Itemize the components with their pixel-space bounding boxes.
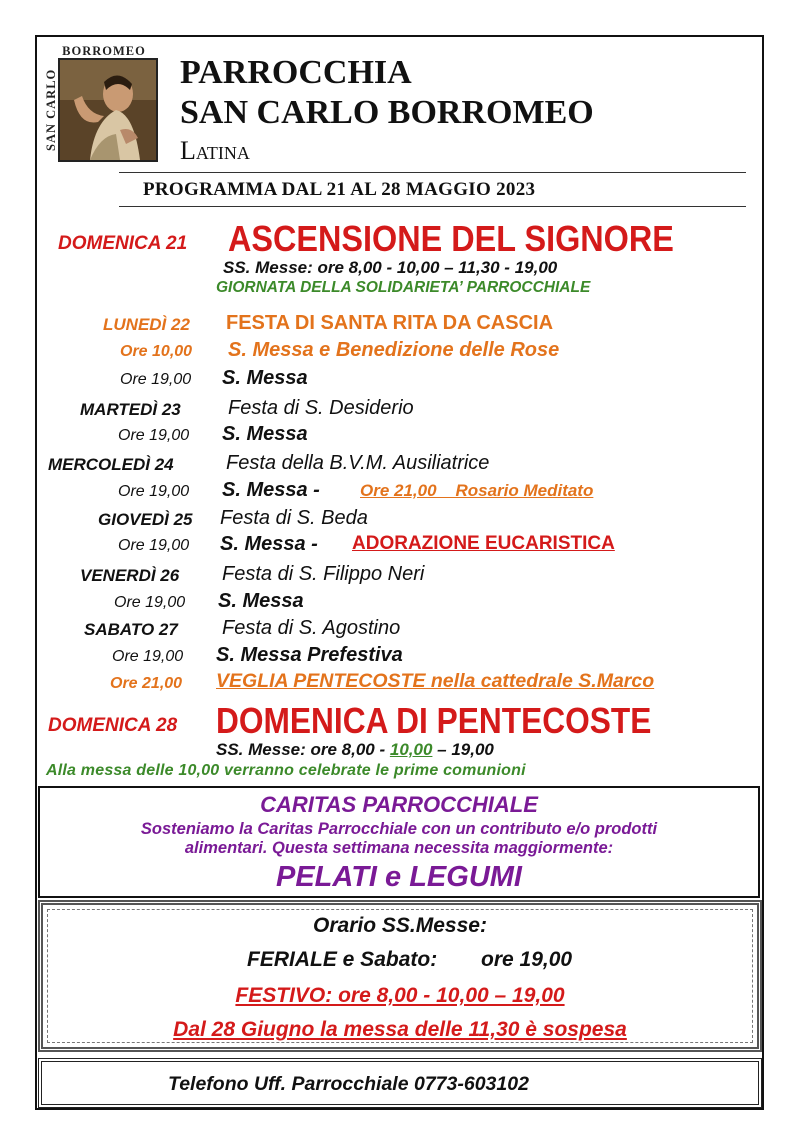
phone-box <box>38 1058 762 1108</box>
wednesday-time: Ore 19,00 <box>118 483 190 500</box>
parish-title-line2: SAN CARLO BORROMEO <box>180 94 594 131</box>
sunday28-masses-post: – 19,00 <box>432 740 494 759</box>
tuesday-feast: Festa di S. Desiderio <box>228 397 414 419</box>
sunday21-note: GIORNATA DELLA SOLIDARIETA’ PARROCCHIALE <box>216 279 591 296</box>
wednesday-rosary: Ore 21,00 Rosario Meditato <box>360 481 594 500</box>
monday-event1: S. Messa e Benedizione delle Rose <box>228 339 560 361</box>
caritas-line1: Sosteniamo la Caritas Parrocchiale con un contributo e/o prodotti <box>140 820 658 838</box>
caritas-title: CARITAS PARROCCHIALE <box>260 792 538 817</box>
monday-feast: FESTA DI SANTA RITA DA CASCIA <box>226 312 554 334</box>
monday-day: LUNEDÌ 22 <box>103 315 190 334</box>
header-rule-top <box>119 172 746 173</box>
saturday-day: SABATO 27 <box>84 620 178 639</box>
logo-side-text: SAN CARLO <box>44 68 58 152</box>
thursday-day: GIOVEDÌ 25 <box>98 510 193 529</box>
sunday21-masses: SS. Messe: ore 8,00 - 10,00 – 11,30 - 19,00 <box>223 258 558 277</box>
wednesday-feast: Festa della B.V.M. Ausiliatrice <box>226 452 490 474</box>
schedule-holiday: FESTIVO: ore 8,00 - 10,00 – 19,00 <box>235 984 565 1007</box>
monday-event2: S. Messa <box>222 367 308 389</box>
saturday-time2: Ore 21,00 <box>110 675 183 692</box>
saint-portrait-image <box>58 58 158 162</box>
sunday21-day: DOMENICA 21 <box>58 233 188 254</box>
friday-day: VENERDÌ 26 <box>80 566 180 585</box>
monday-time2: Ore 19,00 <box>120 371 192 388</box>
parish-title-line1: PARROCCHIA <box>180 54 412 91</box>
parish-phone: Telefono Uff. Parrocchiale 0773-603102 <box>168 1073 529 1095</box>
sunday28-masses-first-communion: 10,00 <box>389 740 433 759</box>
thursday-time: Ore 19,00 <box>118 537 190 554</box>
sunday28-note: Alla messa delle 10,00 verranno celebrate le prime comunioni <box>46 762 526 779</box>
saturday-event1: S. Messa Prefestiva <box>216 644 403 666</box>
friday-feast: Festa di S. Filippo Neri <box>222 563 425 585</box>
wednesday-event: S. Messa - <box>222 479 320 501</box>
tuesday-time: Ore 19,00 <box>118 427 190 444</box>
monday-time1: Ore 10,00 <box>120 343 193 360</box>
sunday28-masses-pre: SS. Messe: ore 8,00 - <box>216 740 390 759</box>
parish-logo <box>46 44 162 162</box>
caritas-line2: alimentari. Questa settimana necessita maggiormente: <box>184 839 614 857</box>
thursday-event: S. Messa - <box>220 533 318 555</box>
tuesday-day: MARTEDÌ 23 <box>80 400 181 419</box>
schedule-notice: Dal 28 Giugno la messa delle 11,30 è sospesa <box>173 1018 627 1041</box>
sunday28-title: DOMENICA DI PENTECOSTE <box>216 700 652 741</box>
program-title: PROGRAMMA DAL 21 AL 28 MAGGIO 2023 <box>143 179 536 200</box>
sunday28-day: DOMENICA 28 <box>48 715 178 736</box>
sunday28-masses <box>216 740 494 760</box>
saint-portrait-icon <box>60 60 156 160</box>
logo-top-text: BORROMEO <box>62 44 146 58</box>
parish-city: Latina <box>180 136 250 165</box>
saturday-event2: VEGLIA PENTECOSTE nella cattedrale S.Marco <box>216 670 655 692</box>
saturday-time1: Ore 19,00 <box>112 648 184 665</box>
caritas-items: PELATI e LEGUMI <box>276 861 522 893</box>
tuesday-event: S. Messa <box>222 423 308 445</box>
mass-schedule-box <box>38 900 762 1052</box>
caritas-box <box>38 786 760 898</box>
saturday-feast: Festa di S. Agostino <box>222 617 401 639</box>
schedule-weekday-time: ore 19,00 <box>481 948 573 971</box>
friday-time: Ore 19,00 <box>114 594 186 611</box>
thursday-adoration: ADORAZIONE EUCARISTICA <box>352 533 615 554</box>
header-rule-bottom <box>119 206 746 207</box>
friday-event: S. Messa <box>218 590 304 612</box>
wednesday-day: MERCOLEDÌ 24 <box>48 455 174 474</box>
schedule-weekday-label: FERIALE e Sabato: <box>247 948 438 971</box>
thursday-feast: Festa di S. Beda <box>220 507 368 529</box>
sunday21-title: ASCENSIONE DEL SIGNORE <box>228 218 674 259</box>
schedule-title: Orario SS.Messe: <box>313 914 487 937</box>
